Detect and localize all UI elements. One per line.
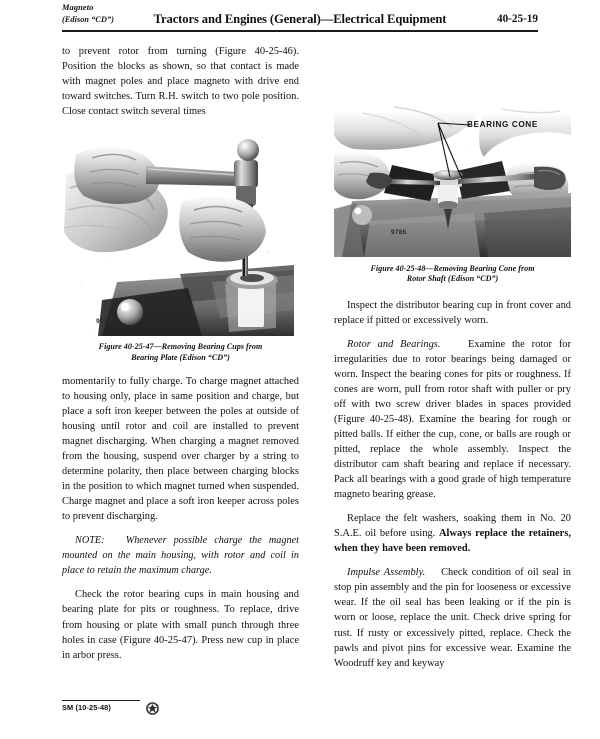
- footer-code: SM (10-25-48): [62, 703, 111, 712]
- page-number: 40-25-19: [496, 13, 538, 25]
- page-header: [62, 2, 538, 32]
- figure-caption-line2: Rotor Shaft (Edison “CD”): [406, 274, 499, 284]
- figure-40-25-48-caption: [334, 264, 571, 285]
- header-section-line1: Magneto: [62, 3, 94, 12]
- figure-caption-line2: Bearing Plate (Edison “CD”): [131, 352, 230, 362]
- right-paragraph-4: [334, 565, 571, 670]
- left-column: [62, 44, 299, 663]
- right-column: [334, 105, 571, 671]
- right-paragraph-3-bold: Always replace the retainers, when they have been removed.: [334, 528, 571, 555]
- john-deere-roundel-icon: [146, 702, 159, 715]
- header-rule: [62, 30, 538, 32]
- right-paragraph-3: [334, 511, 571, 556]
- left-paragraph-3: Check the rotor bearing cups in main housing and bearing plate for pits or roughness. To replace, drive from housing or plate with small punch through three holes in case (Figure 40-25-47). Press new cup in place in arbor press.: [62, 589, 299, 661]
- left-paragraph-1: to prevent rotor from turning (Figure 40-25-46). Position the blocks as shown, so that contact is made with magnet poles and place magneto with drive end toward switches. Turn R.H. switch to two pole position. Close contact switch several times: [62, 46, 299, 118]
- right-paragraph-3-lead: Replace the felt washers, soaking them in No. 20 S.A.E. oil before using.: [334, 513, 571, 540]
- left-note: [62, 533, 299, 578]
- note-text: Whenever possible charge the magnet mounted on the main housing, with rotor and coil in place to retain the maximum charge.: [62, 535, 299, 577]
- header-title: Tractors and Engines (General)—Electrical Equipment: [153, 12, 447, 26]
- right-paragraph-2: [334, 337, 571, 503]
- runin-impulse-assembly: Impulse Assembly.: [347, 567, 426, 579]
- right-paragraph-4-text: Check condition of oil seal in stop pin assembly and the pin for looseness or excessive wear. If the oil seal has been leaking or if the pin is worn or loose, replace the unit. Check drive spring for rust. If rusty or excessively pitted, replace. Check the pawls and pivot pins for excessive wear. Examine the Woodruff key and keyway: [334, 567, 571, 669]
- note-label: NOTE:: [75, 535, 105, 547]
- figure-negative-number-left: 9784: [96, 318, 112, 326]
- page-footer: [62, 700, 299, 722]
- figure-callout-bearing-cone: BEARING CONE: [467, 120, 538, 129]
- figure-caption-line1: Figure 40-25-47—Removing Bearing Cups from: [98, 342, 263, 352]
- header-section-line2: (Edison “CD”): [62, 14, 115, 24]
- right-paragraph-1: Inspect the distributor bearing cup in front cover and replace if pitted or excessively worn.: [334, 299, 571, 326]
- right-paragraph-2-text: Examine the rotor for irregularities due to rotor bearings being damaged or worn. Inspect the bearing cones for pits or roughness. If cones are worn, pull from rotor shaft with puller or pry off with two screw driver blades in spaces provided (Figure 40-25-48). Examine the bearing for rough or pitted balls. If either the cup, cone, or balls are rough or pitted, replace the whole assembly. Inspect the distributor cam shaft bearing and replace if necessary. Pack all bearings with a good grade of high temperature magneto bearing grease.: [334, 338, 571, 501]
- left-paragraph-2: momentarily to fully charge. To charge magnet attached to housing only, place in same position and charge, but place a soft iron keeper between the poles at outside of housing until rotor and coil are installed to prevent magnet discharging. When charging a magnet removed from the housing, suspend over charger by a string to determine polarity, then place between charging blocks in the position to which magnet turned when suspended. Charge magnet and place a soft iron keeper across poles to prevent discharging.: [62, 375, 299, 523]
- figure-40-25-47-image: [62, 132, 294, 336]
- figure-negative-number-right: 9785: [391, 229, 407, 236]
- figure-caption-line1: Figure 40-25-48—Removing Bearing Cone from: [370, 264, 535, 273]
- figure-40-25-48-image: [334, 105, 571, 257]
- figure-40-25-48: [334, 105, 571, 285]
- runin-rotor-and-bearings: Rotor and Bearings.: [347, 338, 441, 350]
- footer-rule: [62, 700, 140, 701]
- figure-40-25-47-caption: [62, 342, 299, 363]
- figure-40-25-47: [62, 132, 299, 363]
- photo-removing-bearing-cups: [62, 132, 294, 336]
